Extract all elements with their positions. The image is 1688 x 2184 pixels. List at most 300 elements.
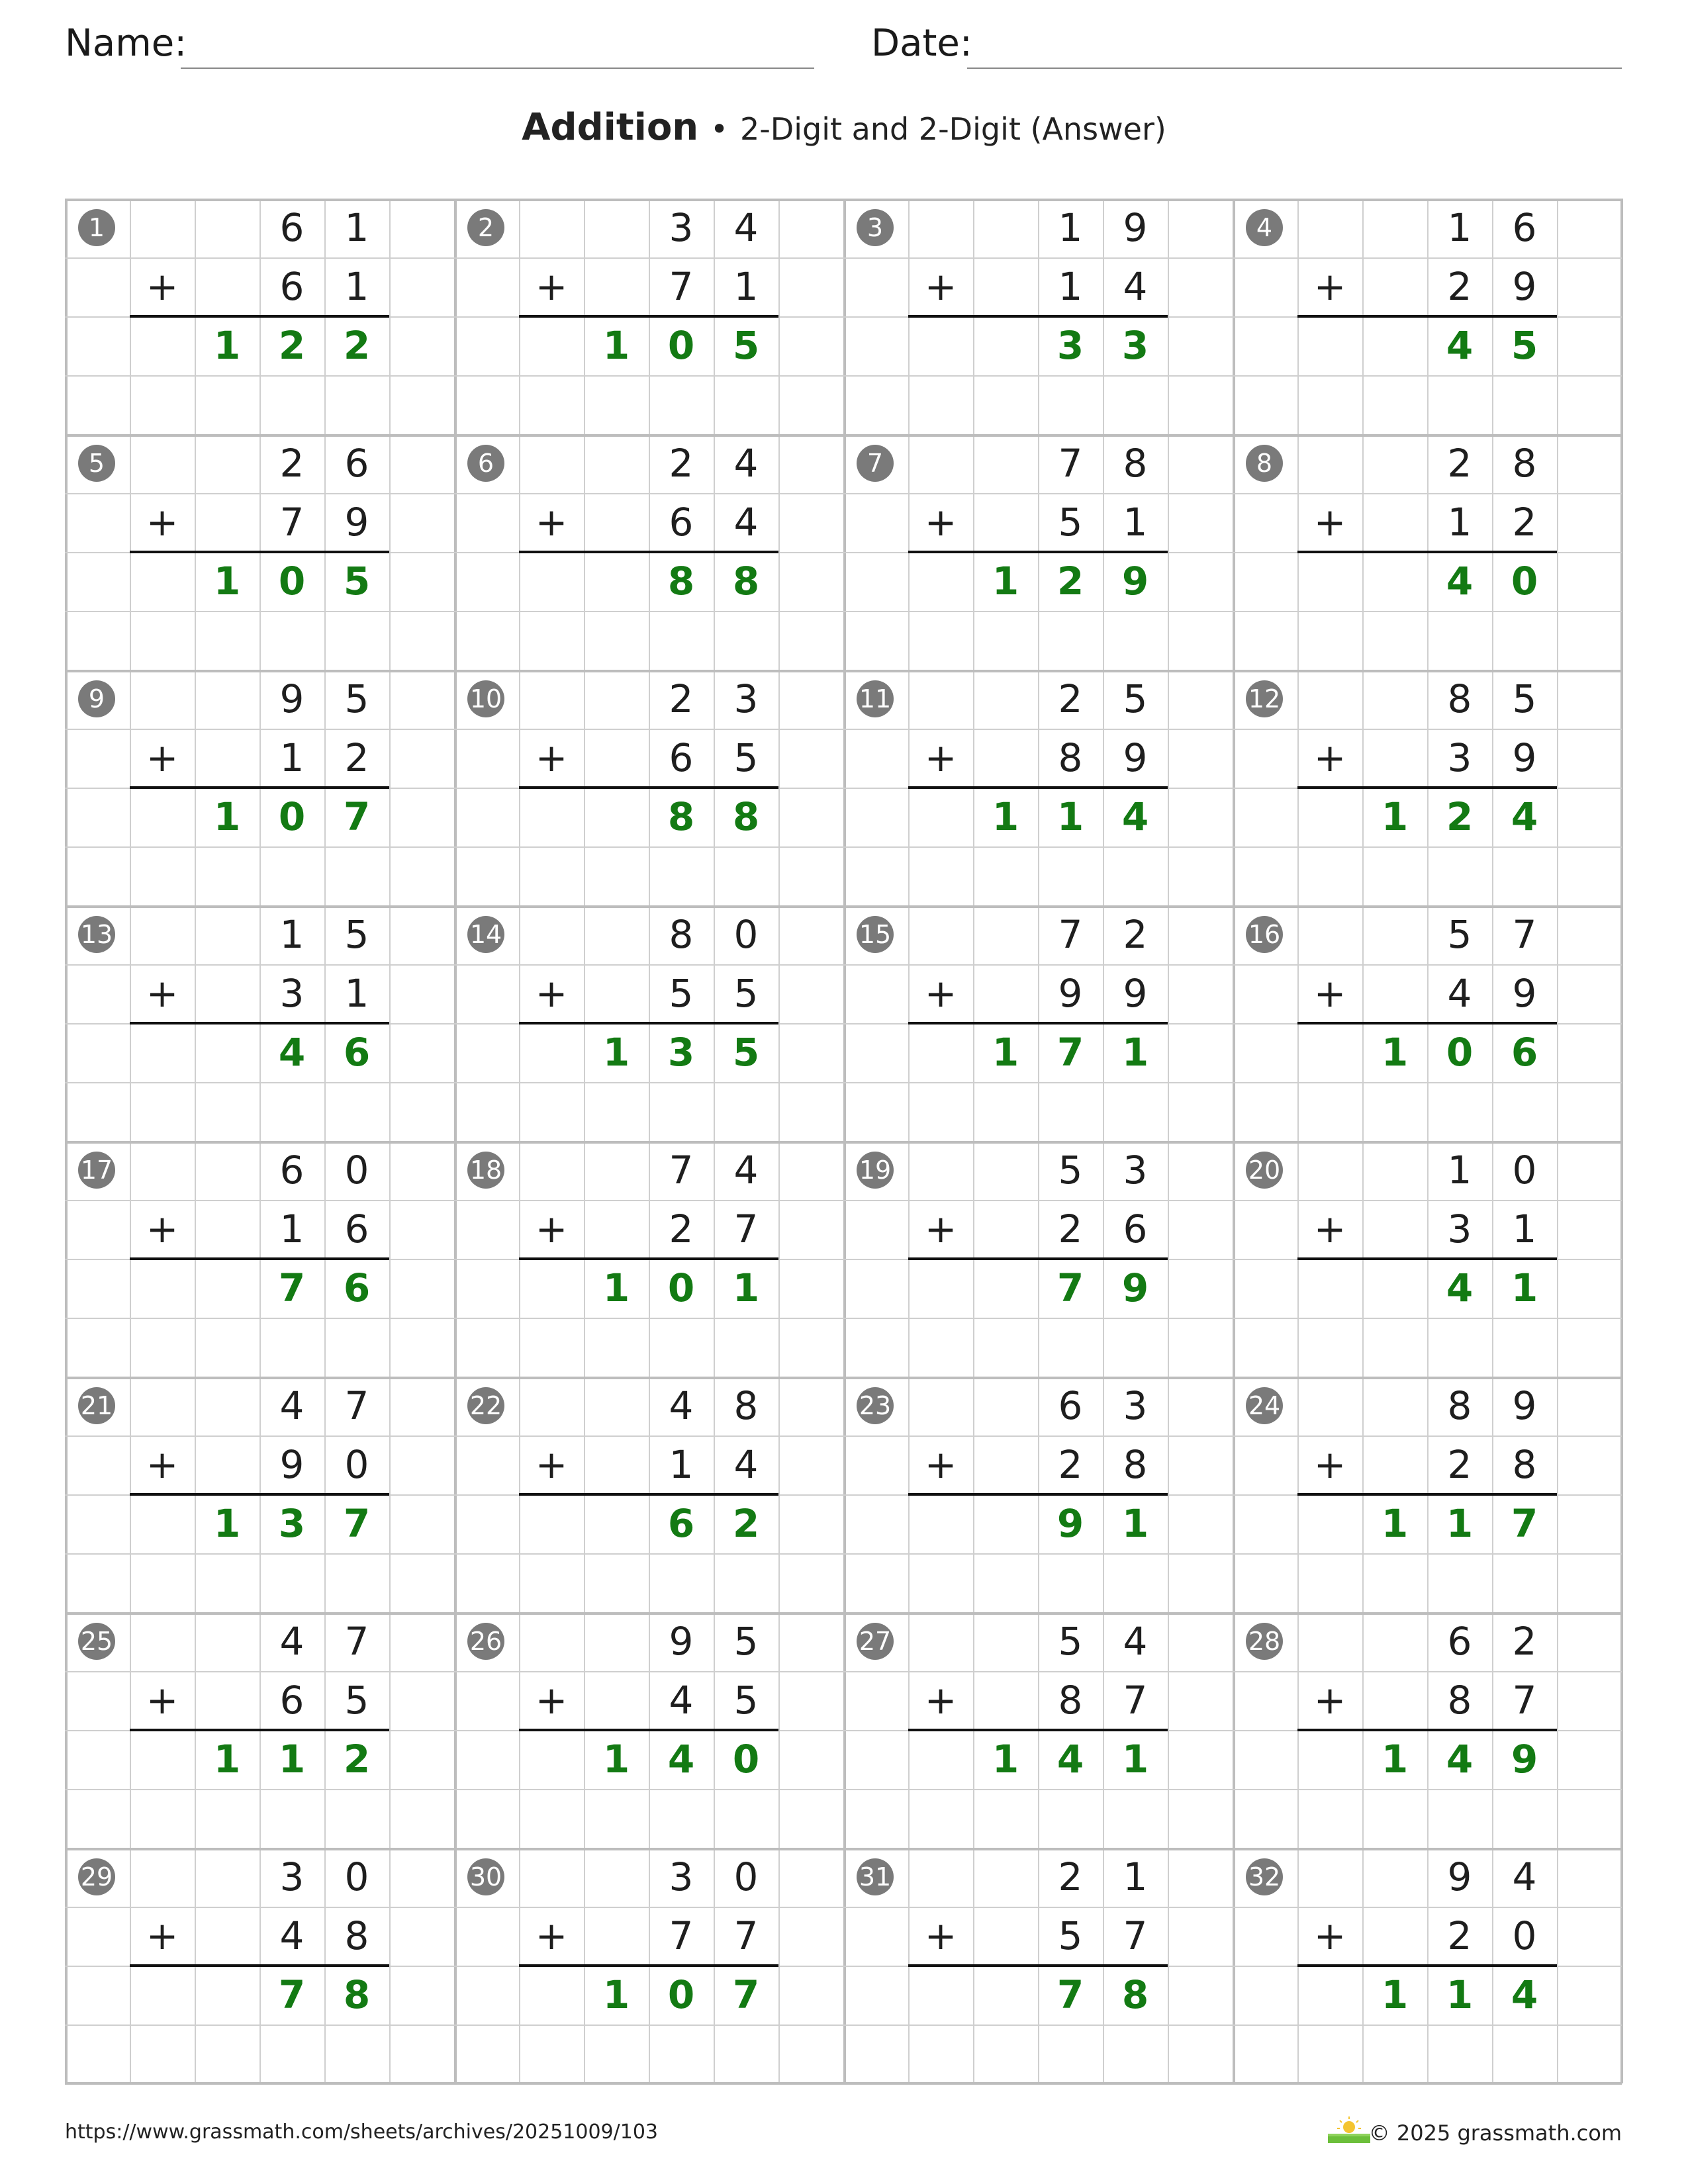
answer-digit[interactable]: 8 [732,559,760,604]
plus-sign: + [146,1442,179,1487]
answer-digit[interactable]: 9 [1121,559,1149,604]
addend-top-digit: 6 [1058,1383,1083,1428]
addend-top-digit: 1 [1447,1148,1472,1193]
addend-bottom-digit: 2 [1447,1913,1472,1958]
problem-block [65,905,454,1141]
problem-number-badge: 24 [1246,1387,1283,1424]
addend-top-digit: 4 [733,441,759,486]
answer-digit[interactable]: 1 [992,559,1019,604]
answer-digit[interactable]: 1 [992,794,1019,839]
addend-bottom-digit: 6 [344,1206,369,1251]
problem-block [454,434,843,670]
answer-digit[interactable]: 9 [1511,1737,1538,1782]
answer-digit[interactable]: 7 [1511,1501,1538,1546]
footer-copyright: © 2025 grassmath.com [1368,2120,1622,2146]
addend-top-digit: 6 [279,1148,305,1193]
answer-digit[interactable]: 0 [667,323,695,368]
problem-block [65,434,454,670]
addend-top-digit: 3 [1123,1383,1148,1428]
addend-top-digit: 3 [669,205,694,250]
sum-rule-line [519,1729,778,1731]
answer-digit[interactable]: 1 [992,1737,1019,1782]
addend-bottom-digit: 9 [1512,264,1537,309]
addend-top-digit: 2 [669,441,694,486]
answer-digit[interactable]: 7 [278,1972,306,2017]
answer-digit[interactable]: 5 [1511,323,1538,368]
addend-bottom-digit: 4 [733,500,759,545]
addend-bottom-digit: 8 [1123,1442,1148,1487]
problem-number-badge: 17 [78,1152,115,1189]
addend-bottom-digit: 8 [1447,1678,1472,1723]
problem-number-badge: 13 [78,916,115,953]
answer-digit[interactable]: 1 [1121,1737,1149,1782]
addend-top-digit: 8 [733,1383,759,1428]
sum-rule-line [130,1493,389,1496]
sum-rule-line [130,1022,389,1024]
addend-top-digit: 1 [1123,1854,1148,1899]
addend-top-digit: 9 [1512,1383,1537,1428]
answer-digit[interactable]: 1 [213,794,241,839]
answer-digit[interactable]: 6 [1511,1030,1538,1075]
problem-block [65,199,454,434]
problem-number-badge: 21 [78,1387,115,1424]
answer-digit[interactable]: 1 [992,1030,1019,1075]
answer-digit[interactable]: 1 [1381,794,1409,839]
addend-top-digit: 1 [344,205,369,250]
addend-bottom-digit: 0 [1512,1913,1537,1958]
addend-top-digit: 8 [669,912,694,957]
plus-sign: + [1313,264,1346,309]
answer-digit[interactable]: 8 [1121,1972,1149,2017]
plus-sign: + [146,1913,179,1958]
problem-block [1233,434,1622,670]
answer-digit[interactable]: 0 [1511,559,1538,604]
addend-top-digit: 7 [1058,912,1083,957]
answer-digit[interactable]: 0 [667,1265,695,1310]
sum-rule-line [519,1964,778,1967]
addend-top-digit: 2 [1123,912,1148,957]
answer-digit[interactable]: 4 [1446,323,1474,368]
problem-number-badge: 7 [857,445,894,482]
footer-url: https://www.grassmath.com/sheets/archives/20251009/103 [65,2120,659,2144]
problem-number-badge: 27 [857,1623,894,1660]
plus-sign: + [924,500,957,545]
sum-rule-line [1297,1729,1557,1731]
answer-digit[interactable]: 0 [667,1972,695,2017]
answer-digit[interactable]: 1 [732,1265,760,1310]
plus-sign: + [146,264,179,309]
addend-top-digit: 5 [1512,676,1537,721]
sum-rule-line [130,1257,389,1260]
answer-digit[interactable]: 1 [213,1737,241,1782]
addend-bottom-digit: 1 [279,735,305,780]
answer-digit[interactable]: 4 [1446,559,1474,604]
problem-block [454,1377,843,1612]
problem-block [454,199,843,434]
plus-sign: + [146,971,179,1016]
addend-top-digit: 9 [1123,205,1148,250]
sum-rule-line [130,315,389,318]
plus-sign: + [146,1206,179,1251]
answer-digit[interactable]: 0 [1446,1030,1474,1075]
problem-block [1233,1141,1622,1377]
answer-digit[interactable]: 1 [278,1737,306,1782]
problem-block [454,1141,843,1377]
problem-block [1233,905,1622,1141]
addend-top-digit: 4 [279,1619,305,1664]
plus-sign: + [1313,1913,1346,1958]
addend-bottom-digit: 7 [733,1913,759,1958]
name-field[interactable] [65,24,814,69]
addend-top-digit: 1 [279,912,305,957]
plus-sign: + [1313,1206,1346,1251]
addend-bottom-digit: 4 [669,1678,694,1723]
addend-bottom-digit: 3 [1447,735,1472,780]
addend-top-digit: 3 [669,1854,694,1899]
answer-digit[interactable]: 2 [343,323,371,368]
plus-sign: + [535,1442,568,1487]
plus-sign: + [1313,1678,1346,1723]
addend-bottom-digit: 9 [279,1442,305,1487]
plus-sign: + [924,1913,957,1958]
addend-top-digit: 7 [1512,912,1537,957]
problem-number-badge: 5 [78,445,115,482]
problem-block [454,905,843,1141]
date-label: Date: [871,22,972,65]
page-title [0,106,1688,149]
sum-rule-line [1297,1964,1557,1967]
addend-top-digit: 8 [1447,1383,1472,1428]
sum-rule-line [519,786,778,789]
answer-digit[interactable]: 2 [732,1501,760,1546]
addend-top-digit: 6 [344,441,369,486]
addend-bottom-digit: 9 [344,500,369,545]
problem-number-badge: 19 [857,1152,894,1189]
answer-digit[interactable]: 9 [1121,1265,1149,1310]
answer-digit[interactable]: 1 [602,1030,630,1075]
addend-top-digit: 0 [733,912,759,957]
sum-rule-line [908,786,1168,789]
date-line [967,68,1622,69]
plus-sign: + [924,971,957,1016]
addend-top-digit: 2 [669,676,694,721]
problem-block [843,1377,1233,1612]
answer-digit[interactable]: 1 [1511,1265,1538,1310]
addend-bottom-digit: 0 [344,1442,369,1487]
problem-block [65,1377,454,1612]
answer-digit[interactable]: 7 [1056,1972,1084,2017]
problem-number-badge: 22 [467,1387,504,1424]
answer-digit[interactable]: 2 [1446,794,1474,839]
addend-top-digit: 8 [1123,441,1148,486]
sum-rule-line [130,786,389,789]
date-field[interactable] [871,24,1622,69]
addend-top-digit: 6 [279,205,305,250]
answer-digit[interactable]: 8 [732,794,760,839]
addend-bottom-digit: 8 [1058,735,1083,780]
problem-block [65,670,454,905]
addend-bottom-digit: 2 [1058,1442,1083,1487]
addend-bottom-digit: 7 [1123,1678,1148,1723]
addend-top-digit: 7 [669,1148,694,1193]
sum-rule-line [1297,786,1557,789]
answer-digit[interactable]: 1 [1121,1501,1149,1546]
addend-bottom-digit: 4 [733,1442,759,1487]
problem-number-badge: 11 [857,680,894,717]
plus-sign: + [535,500,568,545]
addend-top-digit: 4 [733,205,759,250]
problem-number-badge: 16 [1246,916,1283,953]
addend-bottom-digit: 7 [669,1913,694,1958]
problem-block [1233,1377,1622,1612]
answer-digit[interactable]: 8 [667,794,695,839]
addend-top-digit: 1 [1447,205,1472,250]
addend-bottom-digit: 9 [1512,971,1537,1016]
plus-sign: + [535,735,568,780]
answer-digit[interactable]: 2 [1056,559,1084,604]
answer-digit[interactable]: 0 [278,794,306,839]
addend-bottom-digit: 2 [1058,1206,1083,1251]
sum-rule-line [908,1964,1168,1967]
answer-digit[interactable]: 7 [732,1972,760,2017]
answer-digit[interactable]: 4 [278,1030,306,1075]
problem-block [843,1141,1233,1377]
sum-rule-line [519,1257,778,1260]
problem-number-badge: 32 [1246,1858,1283,1895]
problem-number-badge: 1 [78,209,115,246]
answer-digit[interactable]: 1 [602,1265,630,1310]
addend-top-digit: 5 [344,676,369,721]
answer-digit[interactable]: 7 [278,1265,306,1310]
addend-top-digit: 2 [1447,441,1472,486]
addend-top-digit: 4 [1512,1854,1537,1899]
answer-digit[interactable]: 2 [278,323,306,368]
addend-top-digit: 5 [733,1619,759,1664]
name-label: Name: [65,22,187,65]
addend-bottom-digit: 6 [1123,1206,1148,1251]
answer-digit[interactable]: 4 [1446,1265,1474,1310]
answer-digit[interactable]: 1 [213,1501,241,1546]
addend-top-digit: 1 [1058,205,1083,250]
problem-number-badge: 12 [1246,680,1283,717]
sum-rule-line [130,551,389,553]
answer-digit[interactable]: 0 [732,1737,760,1782]
problem-number-badge: 30 [467,1858,504,1895]
plus-sign: + [924,264,957,309]
problem-number-badge: 15 [857,916,894,953]
addend-top-digit: 2 [1058,676,1083,721]
addend-bottom-digit: 8 [344,1913,369,1958]
problem-block [843,670,1233,905]
addend-bottom-digit: 2 [669,1206,694,1251]
addend-top-digit: 5 [1123,676,1148,721]
addend-bottom-digit: 1 [1512,1206,1537,1251]
addend-top-digit: 5 [1447,912,1472,957]
plus-sign: + [924,1678,957,1723]
problem-number-badge: 31 [857,1858,894,1895]
answer-digit[interactable]: 0 [278,559,306,604]
plus-sign: + [146,500,179,545]
answer-digit[interactable]: 1 [602,323,630,368]
addend-bottom-digit: 1 [344,264,369,309]
answer-digit[interactable]: 1 [602,1737,630,1782]
answer-digit[interactable]: 7 [343,794,371,839]
sum-rule-line [1297,1022,1557,1024]
addend-top-digit: 5 [1058,1619,1083,1664]
answer-digit[interactable]: 1 [1056,794,1084,839]
addend-top-digit: 9 [279,676,305,721]
sum-rule-line [130,1729,389,1731]
addend-top-digit: 5 [1058,1148,1083,1193]
sum-rule-line [519,315,778,318]
answer-digit[interactable]: 4 [1056,1737,1084,1782]
problem-block [843,199,1233,434]
answer-digit[interactable]: 7 [1056,1030,1084,1075]
addend-top-digit: 8 [1512,441,1537,486]
answer-digit[interactable]: 2 [343,1737,371,1782]
addend-bottom-digit: 2 [1447,1442,1472,1487]
addend-top-digit: 3 [279,1854,305,1899]
answer-digit[interactable]: 4 [1446,1737,1474,1782]
problem-number-badge: 4 [1246,209,1283,246]
grass-sun-logo-icon [1325,2115,1373,2144]
answer-digit[interactable]: 1 [213,323,241,368]
answer-digit[interactable]: 5 [732,1030,760,1075]
plus-sign: + [535,971,568,1016]
sum-rule-line [908,1493,1168,1496]
answer-digit[interactable]: 9 [1056,1501,1084,1546]
plus-sign: + [535,1206,568,1251]
addend-bottom-digit: 1 [1447,500,1472,545]
answer-digit[interactable]: 1 [213,559,241,604]
problem-number-badge: 9 [78,680,115,717]
answer-digit[interactable]: 1 [1381,1501,1409,1546]
sum-rule-line [908,1022,1168,1024]
plus-sign: + [924,1206,957,1251]
addend-top-digit: 6 [1447,1619,1472,1664]
addend-top-digit: 5 [344,912,369,957]
sum-rule-line [519,551,778,553]
addend-bottom-digit: 1 [1123,500,1148,545]
answer-digit[interactable]: 7 [1056,1265,1084,1310]
name-line [181,68,814,69]
problem-block [1233,199,1622,434]
problem-number-badge: 10 [467,680,504,717]
answer-digit[interactable]: 7 [343,1501,371,1546]
addend-bottom-digit: 7 [1512,1678,1537,1723]
answer-digit[interactable]: 3 [667,1030,695,1075]
answer-digit[interactable]: 4 [1511,794,1538,839]
sum-rule-line [908,551,1168,553]
addend-top-digit: 4 [1123,1619,1148,1664]
sum-rule-line [1297,315,1557,318]
addend-bottom-digit: 5 [344,1678,369,1723]
answer-digit[interactable]: 6 [343,1265,371,1310]
addend-top-digit: 9 [669,1619,694,1664]
answer-digit[interactable]: 8 [667,559,695,604]
addend-bottom-digit: 5 [733,735,759,780]
plus-sign: + [1313,500,1346,545]
addend-top-digit: 4 [669,1383,694,1428]
addend-top-digit: 0 [344,1854,369,1899]
addend-bottom-digit: 2 [344,735,369,780]
addend-bottom-digit: 4 [279,1913,305,1958]
title-subtitle: 2-Digit and 2-Digit (Answer) [739,111,1166,147]
problem-block [65,1141,454,1377]
sum-rule-line [1297,551,1557,553]
addend-bottom-digit: 7 [733,1206,759,1251]
addend-top-digit: 0 [1512,1148,1537,1193]
answer-digit[interactable]: 5 [343,559,371,604]
addend-bottom-digit: 4 [1123,264,1148,309]
answer-digit[interactable]: 4 [1121,794,1149,839]
answer-digit[interactable]: 1 [1121,1030,1149,1075]
addend-top-digit: 7 [344,1383,369,1428]
sum-rule-line [908,315,1168,318]
title-main: Addition [522,106,699,149]
plus-sign: + [1313,735,1346,780]
answer-digit[interactable]: 1 [602,1972,630,2017]
addend-bottom-digit: 9 [1123,971,1148,1016]
plus-sign: + [535,1678,568,1723]
problem-block [843,1848,1233,2083]
answer-digit[interactable]: 1 [1446,1972,1474,2017]
problem-number-badge: 6 [467,445,504,482]
answer-digit[interactable]: 6 [667,1501,695,1546]
answer-digit[interactable]: 4 [667,1737,695,1782]
problem-block [843,1612,1233,1848]
addend-bottom-digit: 1 [279,1206,305,1251]
answer-digit[interactable]: 3 [278,1501,306,1546]
answer-digit[interactable]: 1 [1381,1737,1409,1782]
answer-digit[interactable]: 3 [1121,323,1149,368]
addend-bottom-digit: 5 [733,971,759,1016]
addend-top-digit: 3 [1123,1148,1148,1193]
addend-bottom-digit: 9 [1512,735,1537,780]
problem-block [454,1848,843,2083]
answer-digit[interactable]: 3 [1056,323,1084,368]
plus-sign: + [146,1678,179,1723]
addend-top-digit: 2 [1058,1854,1083,1899]
problem-number-badge: 3 [857,209,894,246]
addend-bottom-digit: 9 [1123,735,1148,780]
plus-sign: + [535,264,568,309]
problem-number-badge: 14 [467,916,504,953]
addend-top-digit: 3 [733,676,759,721]
plus-sign: + [146,735,179,780]
addend-bottom-digit: 1 [669,1442,694,1487]
addend-top-digit: 4 [733,1148,759,1193]
addend-bottom-digit: 1 [1058,264,1083,309]
addend-bottom-digit: 2 [1512,500,1537,545]
answer-digit[interactable]: 1 [1381,1972,1409,2017]
answer-digit[interactable]: 1 [1446,1501,1474,1546]
answer-digit[interactable]: 8 [343,1972,371,2017]
addend-bottom-digit: 2 [1447,264,1472,309]
addend-bottom-digit: 7 [279,500,305,545]
addend-bottom-digit: 7 [1123,1913,1148,1958]
problem-number-badge: 18 [467,1152,504,1189]
answer-digit[interactable]: 5 [732,323,760,368]
worksheet-grid [65,199,1622,2083]
answer-digit[interactable]: 1 [1381,1030,1409,1075]
addend-bottom-digit: 6 [279,264,305,309]
plus-sign: + [924,735,957,780]
answer-digit[interactable]: 4 [1511,1972,1538,2017]
sum-rule-line [519,1493,778,1496]
addend-bottom-digit: 3 [279,971,305,1016]
answer-digit[interactable]: 6 [343,1030,371,1075]
